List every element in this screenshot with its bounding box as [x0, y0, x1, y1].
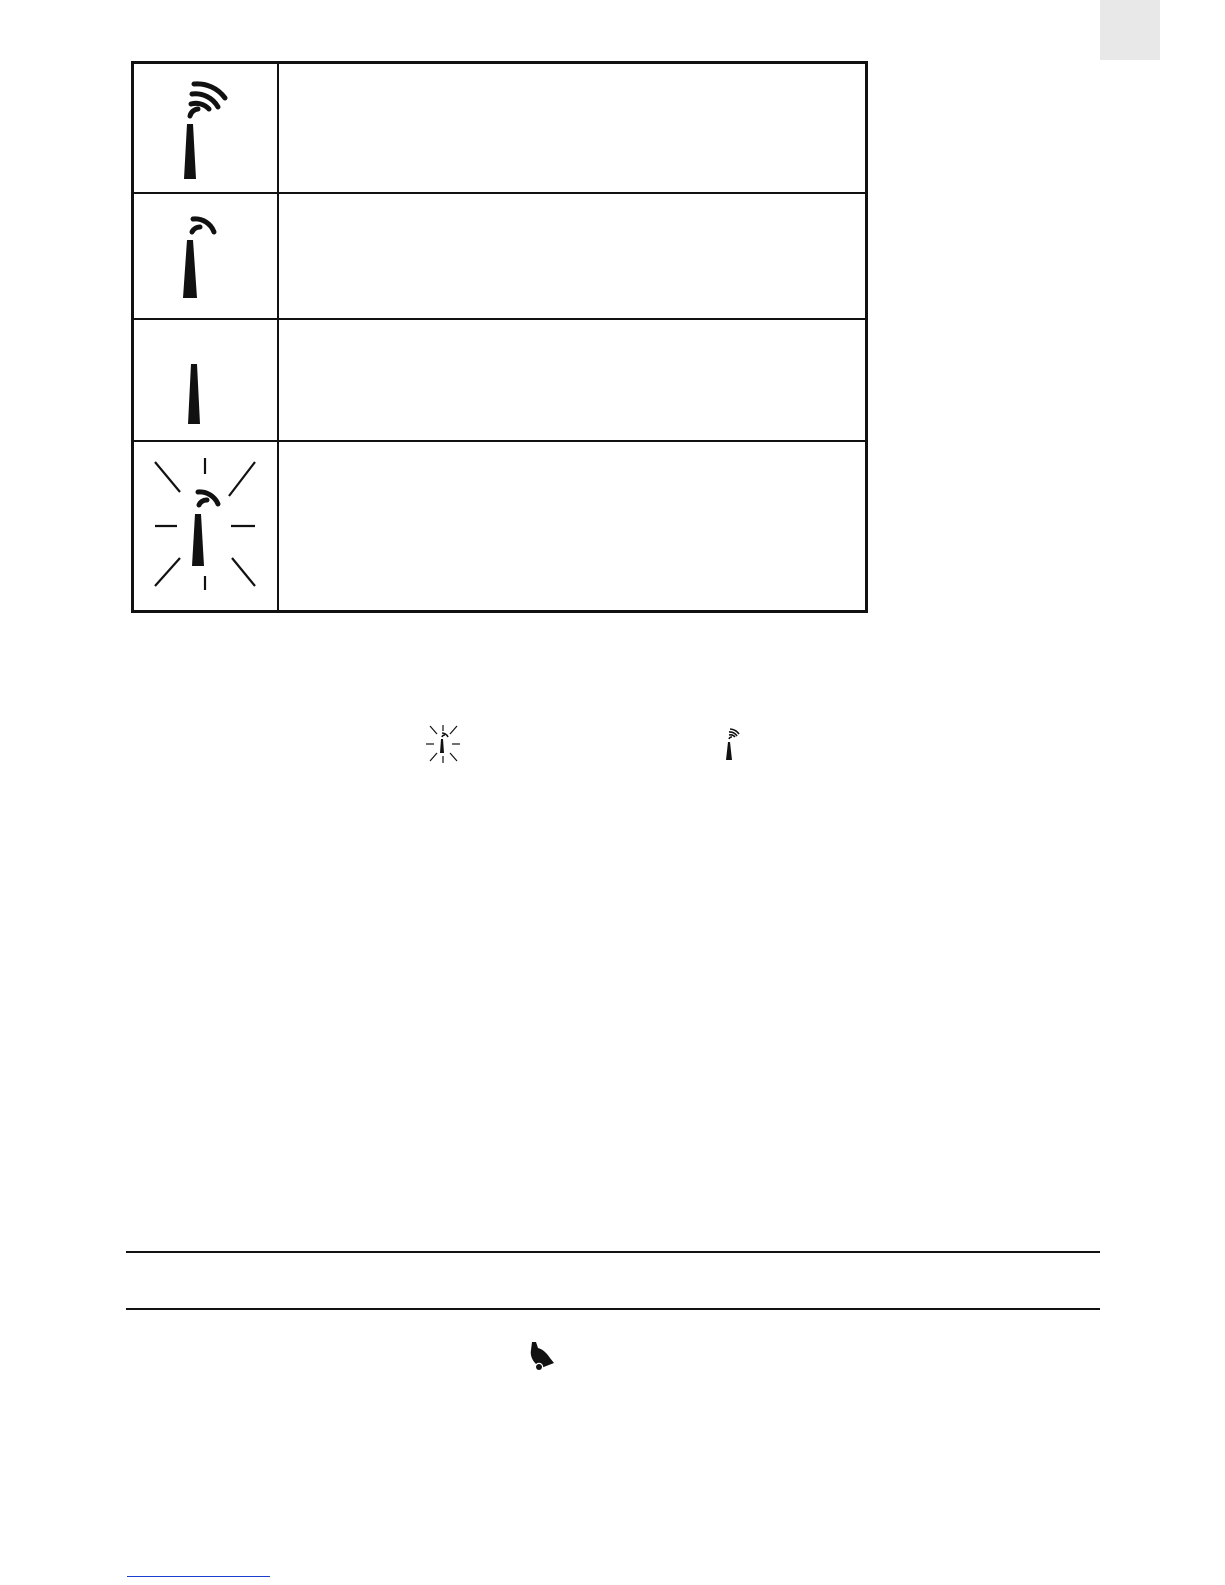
signal-icon-cell [134, 442, 279, 610]
signal-description-cell [279, 194, 865, 318]
signal-strong-icon [721, 726, 743, 762]
signal-icon-cell [134, 194, 279, 318]
signal-strength-table [131, 61, 868, 613]
alarm-bell-icon [524, 1340, 558, 1374]
section-rule-top [126, 1251, 1100, 1253]
signal-strong-icon [134, 64, 277, 192]
signal-medium-icon [134, 194, 277, 318]
signal-searching-icon [134, 442, 277, 608]
signal-row-strong [134, 64, 865, 194]
signal-icon-cell [134, 64, 279, 192]
footer-link-underline[interactable] [127, 1576, 270, 1577]
signal-row-searching [134, 442, 865, 610]
signal-description-cell [279, 442, 865, 610]
page-corner-tab [1100, 0, 1160, 60]
signal-row-none [134, 320, 865, 442]
section-rule-bottom [126, 1308, 1100, 1310]
signal-description-cell [279, 64, 865, 192]
signal-row-medium [134, 194, 865, 320]
signal-none-icon [134, 320, 277, 440]
signal-icon-cell [134, 320, 279, 440]
signal-searching-icon [424, 723, 464, 765]
signal-description-cell [279, 320, 865, 440]
